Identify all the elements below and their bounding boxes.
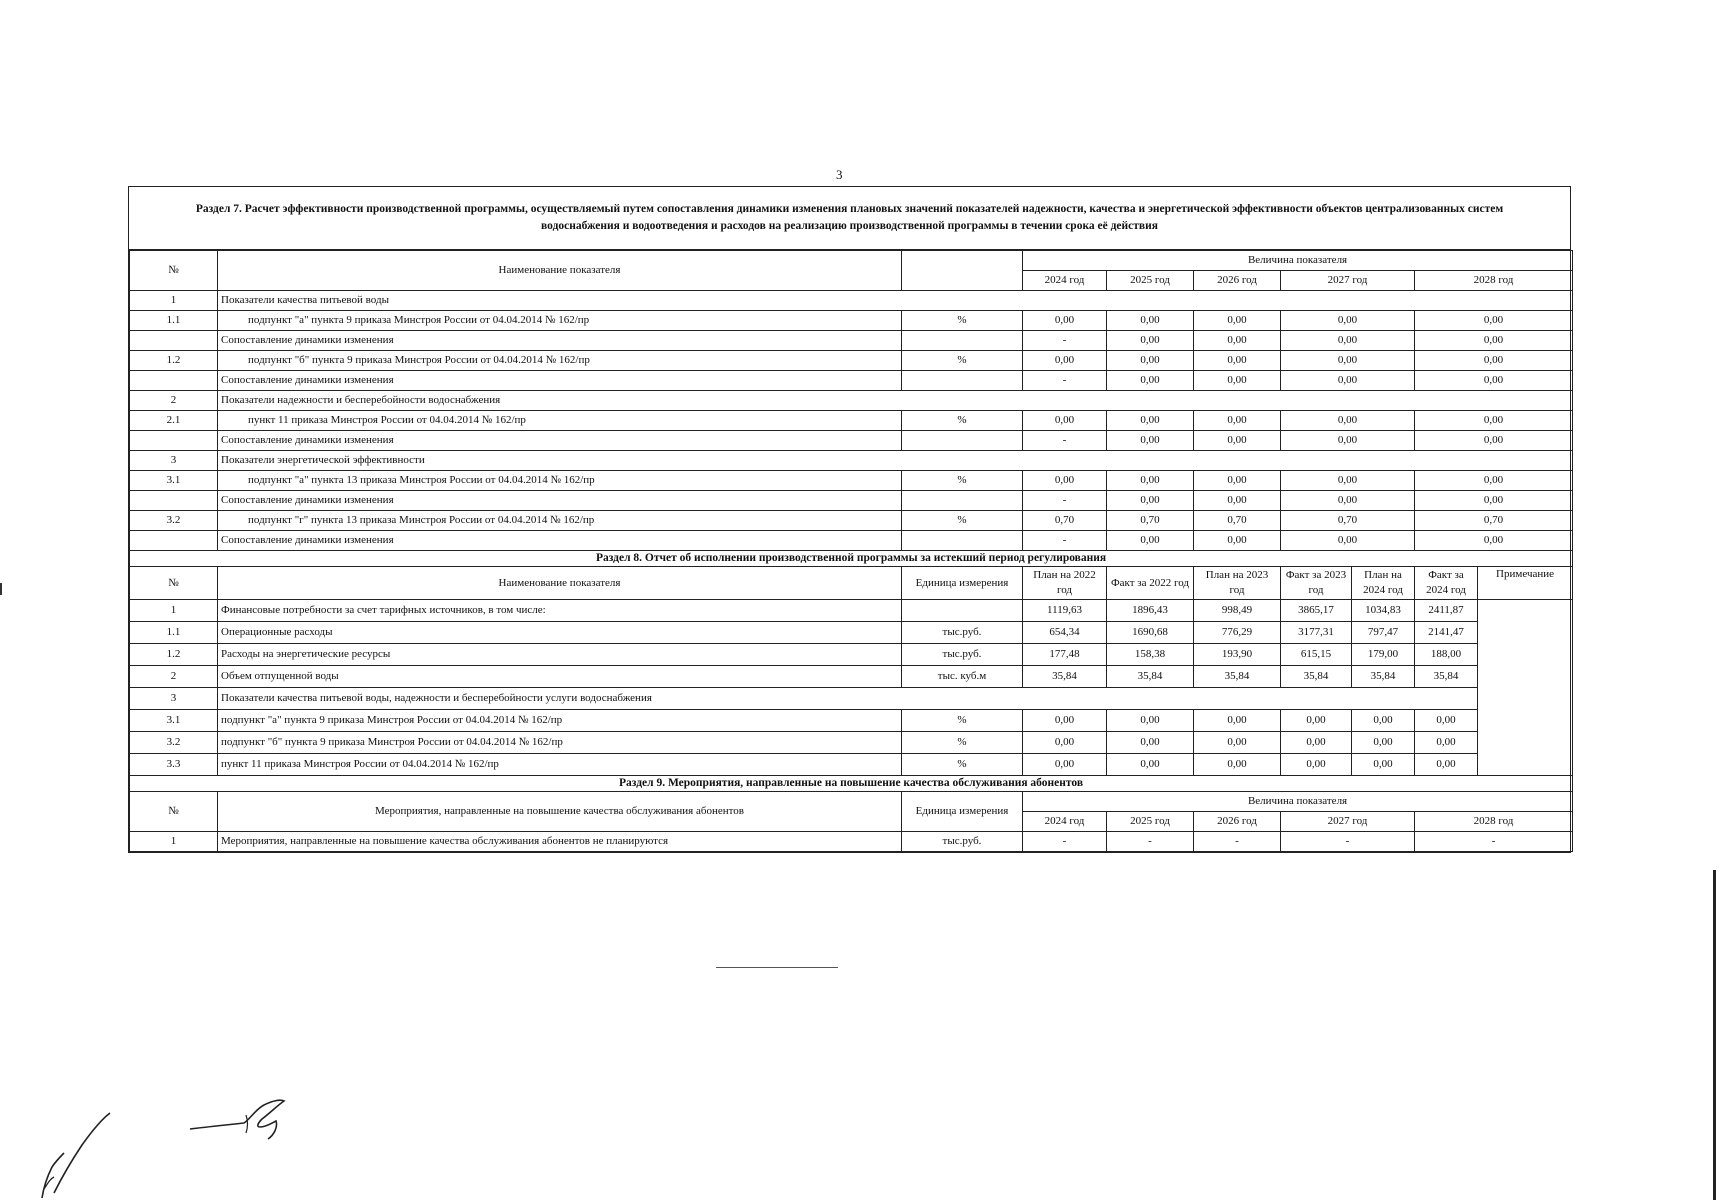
unit-cell [902,431,1023,451]
row-number: 1 [130,832,218,852]
value-cell: 0,00 [1415,471,1573,491]
value-cell: 998,49 [1194,600,1281,622]
value-cell: 0,00 [1281,351,1415,371]
s8-title-row [130,551,1573,567]
indicator-name: Объем отпущенной воды [218,666,902,688]
value-cell: 35,84 [1023,666,1107,688]
s7-row [130,531,1573,551]
s9-row [130,832,1573,852]
s7-unit-header [902,251,1023,291]
section9-title: Раздел 9. Мероприятия, направленные на повышение качества обслуживания абонентов [130,776,1573,792]
value-cell: 0,00 [1281,371,1415,391]
document-frame [128,186,1571,853]
value-cell: 0,70 [1194,511,1281,531]
unit-cell: % [902,351,1023,371]
s9-unit-header: Единица измерения [902,792,1023,832]
s7-year-header: 2025 год [1107,271,1194,291]
value-cell: 0,00 [1281,491,1415,511]
value-cell: 0,00 [1415,371,1573,391]
group-name: Показатели надежности и бесперебойности водоснабжения [218,391,1573,411]
value-cell: - [1023,331,1107,351]
s8-row [130,666,1573,688]
row-number [130,331,218,351]
s9-num-header: № [130,792,218,832]
s9-year-header: 2025 год [1107,812,1194,832]
page-number: 3 [836,167,843,182]
value-cell: 0,00 [1281,411,1415,431]
value-cell: 0,00 [1194,331,1281,351]
measure-name: Мероприятия, направленные на повышение качества обслуживания абонентов не планируются [218,832,902,852]
value-cell: 797,47 [1352,622,1415,644]
scan-edge-mark [1713,870,1716,1200]
value-cell: - [1023,431,1107,451]
row-number: 1.1 [130,622,218,644]
note-cell [1478,600,1573,776]
value-cell: 0,00 [1107,710,1194,732]
s8-note-header: Примечание [1478,567,1573,600]
indicator-name: Сопоставление динамики изменения [218,531,902,551]
row-number: 3.1 [130,471,218,491]
s8-row [130,754,1573,776]
group-name: Показатели качества питьевой воды, надежности и бесперебойности услуги водоснабжения [218,688,1478,710]
s7-row [130,491,1573,511]
row-number: 1.2 [130,351,218,371]
value-cell: 0,00 [1415,732,1478,754]
value-cell: 0,00 [1107,371,1194,391]
value-cell: 0,70 [1107,511,1194,531]
row-number: 3.2 [130,732,218,754]
value-cell: - [1023,491,1107,511]
value-cell: 0,00 [1415,411,1573,431]
unit-cell: тыс. куб.м [902,666,1023,688]
value-cell: 0,00 [1281,531,1415,551]
s8-col-header: Факт за 2023 год [1281,567,1352,600]
value-cell: 0,00 [1281,471,1415,491]
indicator-name: Сопоставление динамики изменения [218,371,902,391]
s8-row [130,732,1573,754]
value-cell: 0,00 [1107,531,1194,551]
value-cell: 0,00 [1194,471,1281,491]
value-cell: 3177,31 [1281,622,1352,644]
unit-cell: % [902,511,1023,531]
value-cell: 0,00 [1415,710,1478,732]
value-cell: 0,00 [1107,491,1194,511]
value-cell: 776,29 [1194,622,1281,644]
s9-year-header: 2028 год [1415,812,1573,832]
s8-row [130,644,1573,666]
indicator-name: подпункт "б" пункта 9 приказа Минстроя России от 04.04.2014 № 162/пр [218,732,902,754]
row-number: 1 [130,291,218,311]
section7-title: Раздел 7. Расчет эффективности производственной программы, осуществляемый путем сопоставления динамики изменения плановых значений показателей надежности, качества и энергетической эффективности объектов централизованных систем водоснабжения и водоотведения и расходов на реализацию производственной программы в течении срока её действия [129,187,1570,250]
s7-row [130,511,1573,531]
unit-cell: % [902,471,1023,491]
value-cell: 177,48 [1023,644,1107,666]
unit-cell: % [902,754,1023,776]
s7-year-header: 2024 год [1023,271,1107,291]
s9-title-row [130,776,1573,792]
s7-year-header: 2028 год [1415,271,1573,291]
value-cell: 0,00 [1107,732,1194,754]
value-cell: 0,00 [1023,311,1107,331]
group-name: Показатели качества питьевой воды [218,291,1573,311]
indicator-name: подпункт "а" пункта 9 приказа Минстроя России от 04.04.2014 № 162/пр [218,710,902,732]
value-cell: 35,84 [1352,666,1415,688]
value-cell: 0,00 [1281,732,1352,754]
s8-header-row [130,567,1573,600]
value-cell: 0,00 [1352,732,1415,754]
s7-num-header: № [130,251,218,291]
value-cell: 0,00 [1415,311,1573,331]
value-cell: - [1023,531,1107,551]
indicator-name: подпункт "б" пункта 9 приказа Минстроя России от 04.04.2014 № 162/пр [218,351,902,371]
s8-col-header: План на 2023 год [1194,567,1281,600]
separator-line [716,967,838,969]
s9-name-header: Мероприятия, направленные на повышение качества обслуживания абонентов [218,792,902,832]
value-cell: 3865,17 [1281,600,1352,622]
s8-col-header: Факт за 2022 год [1107,567,1194,600]
group-name: Показатели энергетической эффективности [218,451,1573,471]
s7-row [130,371,1573,391]
value-cell: 0,00 [1023,471,1107,491]
unit-cell: тыс.руб. [902,622,1023,644]
value-cell: 0,00 [1107,331,1194,351]
value-cell: - [1415,832,1573,852]
s8-col-header: Факт за 2024 год [1415,567,1478,600]
unit-cell [902,331,1023,351]
indicator-name: пункт 11 приказа Минстроя России от 04.04.2014 № 162/пр [218,411,902,431]
value-cell: - [1107,832,1194,852]
row-number [130,491,218,511]
value-cell: 0,00 [1023,754,1107,776]
row-number: 1 [130,600,218,622]
s8-row [130,710,1573,732]
signature [186,1093,296,1143]
s7-row [130,291,1573,311]
s9-year-header: 2024 год [1023,812,1107,832]
s8-col-header: План на 2022 год [1023,567,1107,600]
row-number [130,431,218,451]
value-cell: 0,00 [1107,311,1194,331]
s7-row [130,471,1573,491]
value-cell: 0,00 [1107,431,1194,451]
unit-cell: тыс.руб. [902,644,1023,666]
value-cell: 0,00 [1194,732,1281,754]
s8-num-header: № [130,567,218,600]
value-cell: 0,00 [1281,431,1415,451]
value-cell: 0,00 [1415,431,1573,451]
value-cell: 0,00 [1023,411,1107,431]
section8-title: Раздел 8. Отчет об исполнении производственной программы за истекший период регулирования [130,551,1573,567]
row-number: 3.1 [130,710,218,732]
s7-row [130,311,1573,331]
s8-row [130,622,1573,644]
row-number: 1.1 [130,311,218,331]
s7-row [130,411,1573,431]
value-cell: 0,00 [1107,471,1194,491]
value-cell: 0,00 [1415,331,1573,351]
value-cell: 0,00 [1415,491,1573,511]
unit-cell: % [902,732,1023,754]
value-cell: 0,00 [1415,531,1573,551]
value-cell: 0,00 [1194,754,1281,776]
unit-cell [902,371,1023,391]
value-cell: 0,70 [1023,511,1107,531]
scan-margin-mark [0,583,2,595]
value-cell: 0,00 [1194,371,1281,391]
s8-col-header: План на 2024 год [1352,567,1415,600]
value-cell: 615,15 [1281,644,1352,666]
s7-row [130,391,1573,411]
s7-name-header: Наименование показателя [218,251,902,291]
value-cell: 0,00 [1194,411,1281,431]
value-cell: 158,38 [1107,644,1194,666]
value-cell: 1034,83 [1352,600,1415,622]
s7-year-header: 2027 год [1281,271,1415,291]
value-cell: 0,00 [1194,710,1281,732]
value-cell: 193,90 [1194,644,1281,666]
indicator-name: Финансовые потребности за счет тарифных источников, в том числе: [218,600,902,622]
value-cell: 0,00 [1415,351,1573,371]
value-cell: 2411,87 [1415,600,1478,622]
value-cell: 0,00 [1281,710,1352,732]
s7-row [130,351,1573,371]
row-number: 3 [130,688,218,710]
unit-cell: % [902,710,1023,732]
value-cell: 0,00 [1281,754,1352,776]
value-cell: 0,00 [1023,732,1107,754]
indicator-name: подпункт "г" пункта 13 приказа Минстроя России от 04.04.2014 № 162/пр [218,511,902,531]
value-cell: 0,00 [1281,311,1415,331]
s8-row [130,600,1573,622]
unit-cell [902,491,1023,511]
s9-year-header: 2027 год [1281,812,1415,832]
value-cell: 35,84 [1194,666,1281,688]
indicator-name: Сопоставление динамики изменения [218,491,902,511]
value-cell: 0,70 [1415,511,1573,531]
s8-unit-header: Единица измерения [902,567,1023,600]
row-number: 2 [130,666,218,688]
value-cell: 0,00 [1023,710,1107,732]
value-cell: 35,84 [1281,666,1352,688]
value-cell: 0,00 [1194,531,1281,551]
value-cell: 0,00 [1194,311,1281,331]
s7-row [130,431,1573,451]
row-number [130,371,218,391]
row-number [130,531,218,551]
indicator-name: Операционные расходы [218,622,902,644]
value-cell: 188,00 [1415,644,1478,666]
s9-value-group-header: Величина показателя [1023,792,1573,812]
row-number: 3 [130,451,218,471]
value-cell: 0,00 [1352,710,1415,732]
value-cell: 1690,68 [1107,622,1194,644]
indicator-name: Расходы на энергетические ресурсы [218,644,902,666]
value-cell: 0,70 [1281,511,1415,531]
indicator-name: Сопоставление динамики изменения [218,431,902,451]
value-cell: 0,00 [1194,351,1281,371]
indicator-name: пункт 11 приказа Минстроя России от 04.04.2014 № 162/пр [218,754,902,776]
s7-value-group-header: Величина показателя [1023,251,1573,271]
s8-row [130,688,1573,710]
value-cell: 1119,63 [1023,600,1107,622]
value-cell: 35,84 [1107,666,1194,688]
unit-cell: % [902,411,1023,431]
value-cell: 0,00 [1107,411,1194,431]
value-cell: - [1281,832,1415,852]
value-cell: 2141,47 [1415,622,1478,644]
indicator-name: подпункт "а" пункта 9 приказа Минстроя России от 04.04.2014 № 162/пр [218,311,902,331]
value-cell: 0,00 [1194,491,1281,511]
main-table [129,250,1573,852]
unit-cell: % [902,311,1023,331]
value-cell: 0,00 [1023,351,1107,371]
value-cell: 1896,43 [1107,600,1194,622]
value-cell: 0,00 [1281,331,1415,351]
s7-row [130,451,1573,471]
s7-year-header: 2026 год [1194,271,1281,291]
value-cell: - [1023,832,1107,852]
unit-cell [902,531,1023,551]
unit-cell [902,600,1023,622]
row-number: 2 [130,391,218,411]
value-cell: 0,00 [1107,754,1194,776]
value-cell: 35,84 [1415,666,1478,688]
row-number: 3.3 [130,754,218,776]
value-cell: 0,00 [1194,431,1281,451]
value-cell: 179,00 [1352,644,1415,666]
value-cell: 0,00 [1415,754,1478,776]
value-cell: - [1023,371,1107,391]
value-cell: 0,00 [1352,754,1415,776]
s9-header-row [130,792,1573,812]
s7-header-row [130,251,1573,271]
value-cell: - [1194,832,1281,852]
s8-name-header: Наименование показателя [218,567,902,600]
row-number: 1.2 [130,644,218,666]
value-cell: 654,34 [1023,622,1107,644]
signature-initials [30,1093,130,1200]
unit-cell: тыс.руб. [902,832,1023,852]
row-number: 2.1 [130,411,218,431]
row-number: 3.2 [130,511,218,531]
s7-row [130,331,1573,351]
indicator-name: Сопоставление динамики изменения [218,331,902,351]
indicator-name: подпункт "а" пункта 13 приказа Минстроя России от 04.04.2014 № 162/пр [218,471,902,491]
value-cell: 0,00 [1107,351,1194,371]
s9-year-header: 2026 год [1194,812,1281,832]
